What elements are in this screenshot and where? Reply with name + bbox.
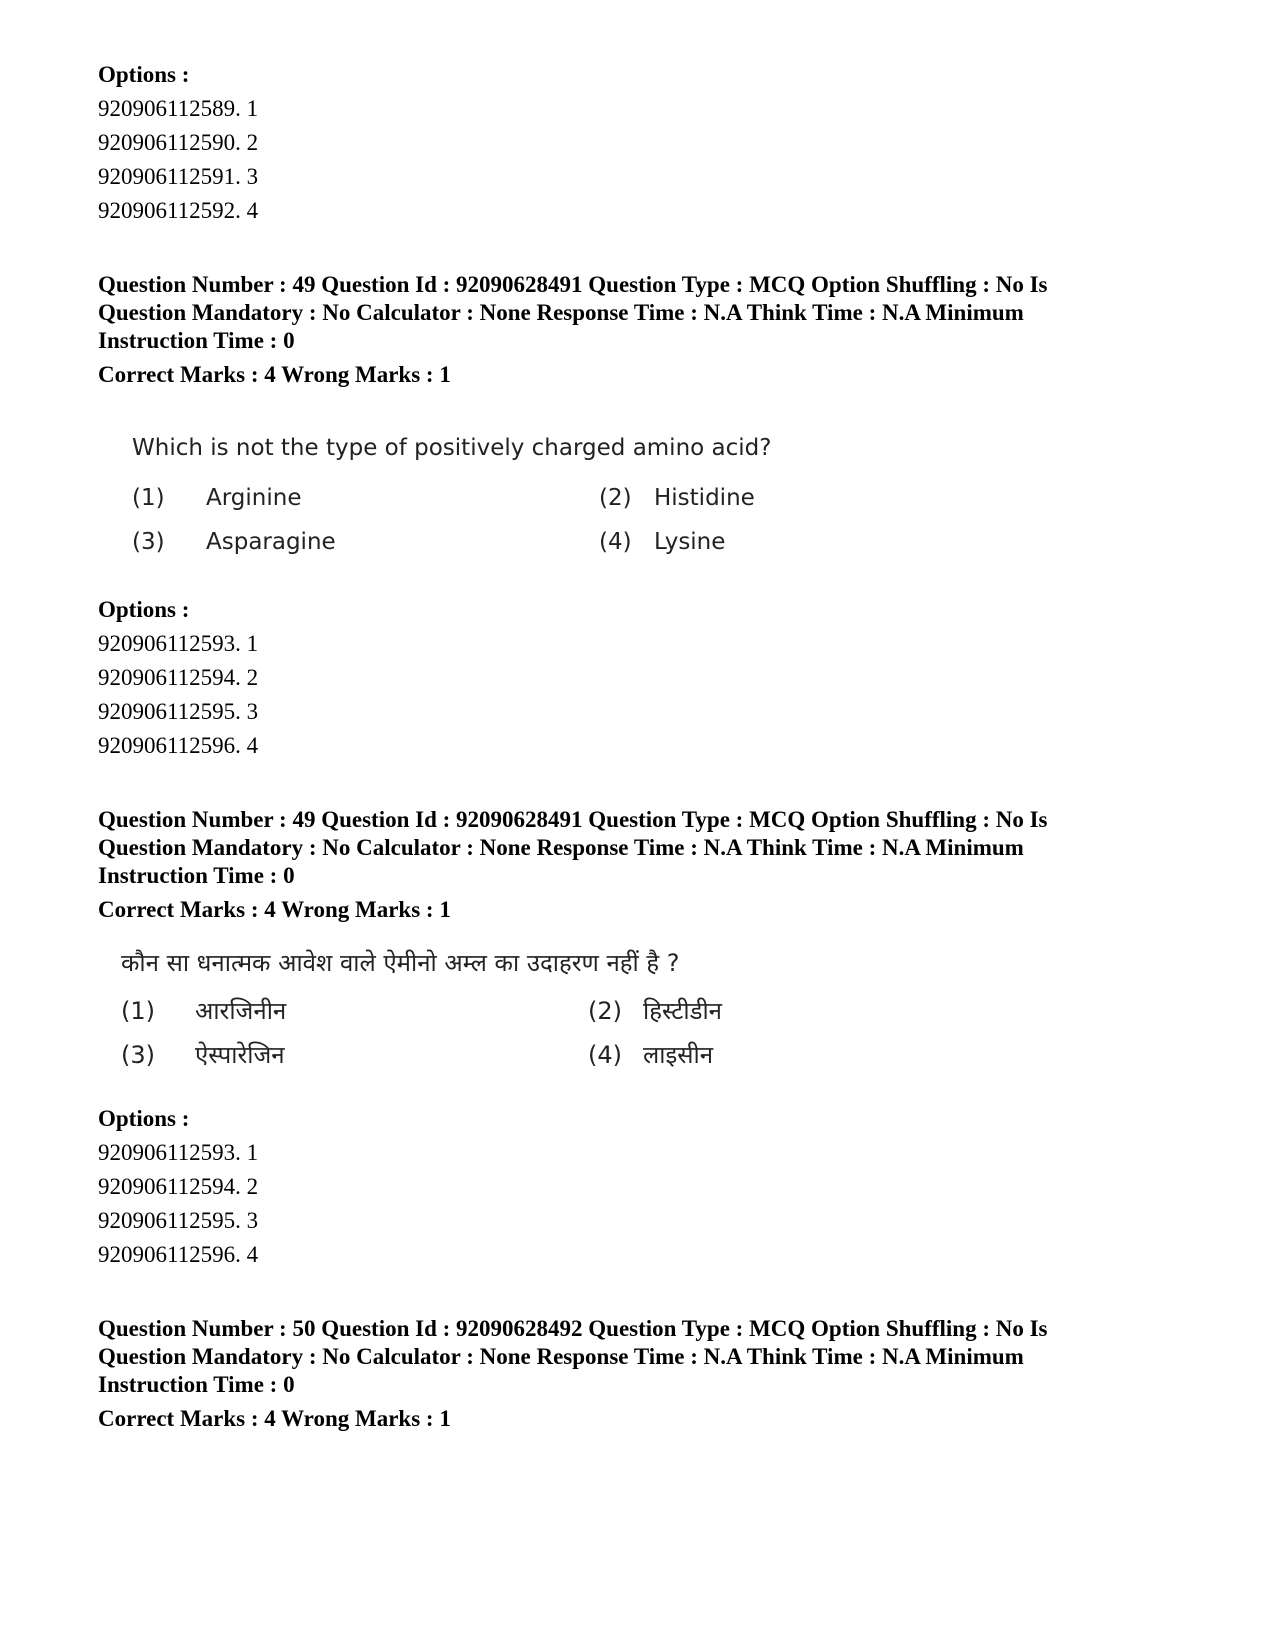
- choice-label: आरजिनीन: [195, 997, 287, 1025]
- choice-number: (4): [599, 529, 632, 555]
- question-figure: [121, 946, 1178, 1072]
- choice-number: (2): [588, 997, 622, 1025]
- question-meta-line: Instruction Time : 0: [98, 1372, 295, 1397]
- choice-label: Arginine: [206, 485, 302, 511]
- choice-label: Lysine: [654, 529, 726, 555]
- question-meta-line: Question Mandatory : No Calculator : None Response Time : N.A Think Time : N.A Minimum: [98, 835, 1024, 860]
- option-line: 920906112590. 2: [98, 130, 259, 155]
- question-block-49-hindi: [98, 806, 1178, 1272]
- choice-label: Asparagine: [206, 529, 336, 555]
- choice-label: Histidine: [654, 485, 755, 511]
- question-meta-line: Question Number : 49 Question Id : 92090628491 Question Type : MCQ Option Shuffling : No Is: [98, 807, 1048, 832]
- option-line: 920906112596. 4: [98, 733, 259, 758]
- choice-number: (2): [599, 485, 632, 511]
- marks-line: Correct Marks : 4 Wrong Marks : 1: [98, 362, 451, 387]
- choice-number: (4): [588, 1041, 622, 1069]
- question-block-50: [98, 1315, 1178, 1433]
- choice-number: (3): [121, 1041, 155, 1069]
- choice-label: हिस्टीडीन: [643, 997, 722, 1025]
- choice-number: (1): [132, 485, 165, 511]
- option-line: 920906112594. 2: [98, 1174, 259, 1199]
- options-title: Options :: [98, 597, 190, 622]
- question-meta-line: Instruction Time : 0: [98, 863, 295, 888]
- question-meta-line: Question Number : 49 Question Id : 92090628491 Question Type : MCQ Option Shuffling : No Is: [98, 272, 1048, 297]
- marks-line: Correct Marks : 4 Wrong Marks : 1: [98, 897, 451, 922]
- options-block: [98, 58, 1178, 228]
- options-block: [98, 593, 1178, 763]
- option-line: 920906112595. 3: [98, 699, 259, 724]
- choice-grid: [121, 994, 1178, 1072]
- question-block-49-english: [98, 271, 1178, 763]
- options-block: [98, 1102, 1178, 1272]
- question-paper-page: [98, 58, 1178, 1433]
- marks-line: Correct Marks : 4 Wrong Marks : 1: [98, 1406, 451, 1431]
- option-line: 920906112594. 2: [98, 665, 259, 690]
- option-line: 920906112593. 1: [98, 1140, 259, 1165]
- question-figure: [132, 431, 1178, 559]
- choice-grid: [132, 481, 1178, 559]
- option-line: 920906112591. 3: [98, 164, 259, 189]
- question-meta-line: Question Mandatory : No Calculator : None Response Time : N.A Think Time : N.A Minimum: [98, 1344, 1024, 1369]
- option-line: 920906112589. 1: [98, 96, 259, 121]
- option-line: 920906112595. 3: [98, 1208, 259, 1233]
- question-meta-line: Question Mandatory : No Calculator : None Response Time : N.A Think Time : N.A Minimum: [98, 300, 1024, 325]
- question-meta-line: Question Number : 50 Question Id : 92090628492 Question Type : MCQ Option Shuffling : No Is: [98, 1316, 1048, 1341]
- question-text: Which is not the type of positively charged amino acid?: [132, 435, 772, 461]
- option-line: 920906112592. 4: [98, 198, 259, 223]
- question-text: कौन सा धनात्मक आवेश वाले ऐमीनो अम्ल का उदाहरण नहीं है ?: [121, 949, 680, 977]
- choice-number: (1): [121, 997, 155, 1025]
- options-title: Options :: [98, 1106, 190, 1131]
- question-meta-line: Instruction Time : 0: [98, 328, 295, 353]
- option-line: 920906112596. 4: [98, 1242, 259, 1267]
- choice-number: (3): [132, 529, 165, 555]
- choice-label: लाइसीन: [643, 1041, 714, 1069]
- options-title: Options :: [98, 62, 190, 87]
- choice-label: ऐस्पारेजिन: [195, 1041, 285, 1069]
- option-line: 920906112593. 1: [98, 631, 259, 656]
